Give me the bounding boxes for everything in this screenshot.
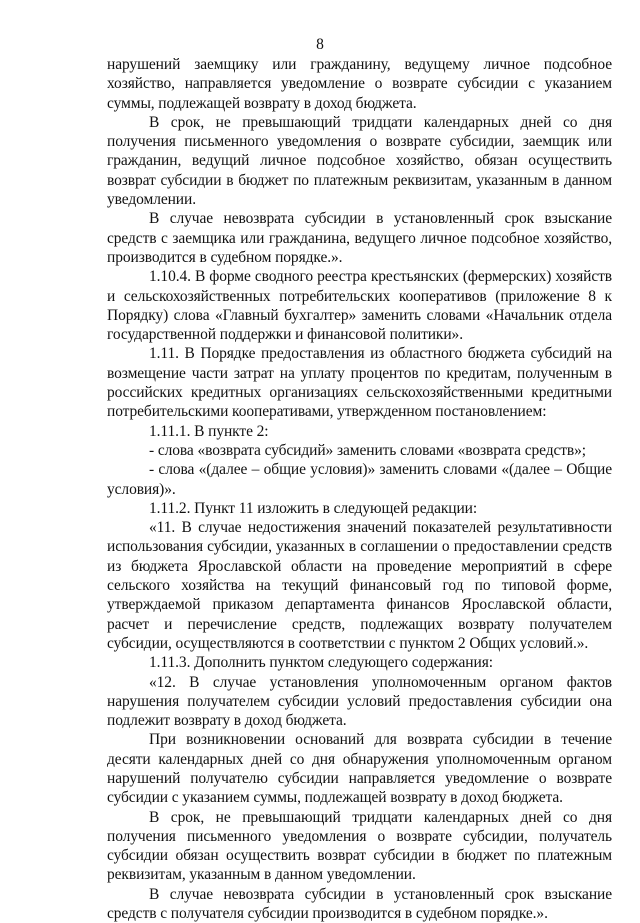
paragraph: В срок, не превышающий тридцати календарных дней со дня получения письменного уведомления о возврате субсидии, получатель субсидии обязан осуществить возврат субсидии в бюджет по платежным реквизитам, указанным в данном уведомлении. [107,808,612,884]
paragraph: 1.11.2. Пункт 11 изложить в следующей редакции: [149,499,478,517]
paragraph: - слова «возврата субсидий» заменить словами «возврата средств»; [149,441,587,459]
paragraph: - слова «(далее – общие условия)» заменить словами «(далее – Общие условия)». [107,461,612,498]
paragraph: 1.10.4. В форме сводного реестра крестьянских (фермерских) хозяйств и сельскохозяйственных потребительских кооперативов (приложение 8 к Порядку) слова «Главный бухгалтер» заменить словами «Начальник отдела государственной поддержки и финансовой политики». [107,268,612,344]
paragraph: 1.11.1. В пункте 2: [149,422,269,440]
paragraph: 1.11.3. Дополнить пунктом следующего содержания: [149,654,493,672]
paragraph: При возникновении оснований для возврата субсидии в течение десяти календарных дней со дня обнаружения уполномоченным органом нарушений получателю субсидии направляется уведомление о возврате субсидии с указанием суммы, подлежащей возврату в доход бюджета. [107,731,612,807]
paragraph: В случае невозврата субсидии в установленный срок взыскание средств с получателя субсидии производится в судебном порядке.». [107,885,612,923]
paragraph: В случае невозврата субсидии в установленный срок взыскание средств с заемщика или гражданина, ведущего личное подсобное хозяйство, производится в судебном порядке.». [107,210,612,266]
paragraph: «12. В случае установления уполномоченным органом фактов нарушения получателем субсидии условий предоставления субсидии она подлежит возврату в доход бюджета. [107,673,612,730]
page-number: 8 [316,36,324,53]
paragraph: нарушений заемщику или гражданину, ведущему личное подсобное хозяйство, направляется уведомление о возврате субсидии с указанием суммы, подлежащей возврату в доход бюджета. [107,56,612,112]
document-body [107,55,612,923]
paragraph: В срок, не превышающий тридцати календарных дней со дня получения письменного уведомления о возврате субсидии, заемщик или гражданин, ведущий личное подсобное хозяйство, обязан осуществить возврат субсидии в бюджет по платежным реквизитам, указанным в данном уведомлении. [107,113,612,209]
paragraph: «11. В случае недостижения значений показателей результативности использования субсидии, указанных в соглашении о предоставлении средств из бюджета Ярославской области на проведение мероприятий в сфере сельского хозяйства на текущий финансовый год по типовой форме, утверждаемой приказом департамента финансов Ярославской области, расчет и перечисление средств, подлежащих возврату получателем субсидии, осуществляются в соответствии с пунктом 2 Общих условий.». [107,519,612,652]
paragraph: 1.11. В Порядке предоставления из областного бюджета субсидий на возмещение части затрат на уплату процентов по кредитам, полученным в российских кредитных организациях сельскохозяйственными кредитными потребительскими кооперативами, утвержденном постановлением: [107,345,612,421]
